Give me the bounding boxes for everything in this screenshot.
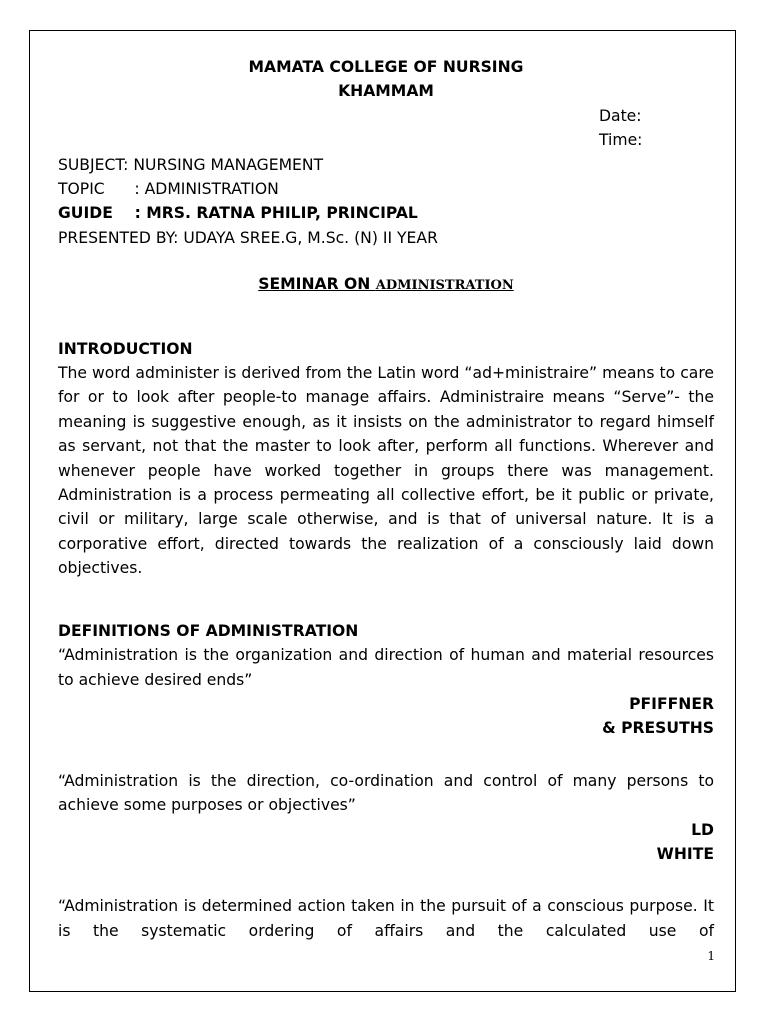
seminar-title-prefix: SEMINAR ON <box>258 275 376 294</box>
presented-by-line: PRESENTED BY: UDAYA SREE.G, M.Sc. (N) II YEAR <box>58 228 438 247</box>
time-label: Time: <box>599 131 643 150</box>
guide-line: GUIDE : MRS. RATNA PHILIP, PRINCIPAL <box>58 204 418 223</box>
introduction-heading: INTRODUCTION <box>58 339 193 358</box>
definition-author-2b: WHITE <box>656 844 714 863</box>
definition-quote-1: “Administration is the organization and direction of human and material resources to achieve desired ends” <box>58 646 714 689</box>
page-number: 1 <box>707 949 715 963</box>
topic-line: TOPIC : ADMINISTRATION <box>58 180 279 199</box>
date-label: Date: <box>599 106 642 125</box>
definition-quote-3: “Administration is determined action taken in the pursuit of a conscious purpose. It is the systematic ordering of affairs and the calculated use of <box>58 897 714 940</box>
subject-line: SUBJECT: NURSING MANAGEMENT <box>58 155 324 174</box>
date-time-block <box>58 104 714 153</box>
document-page <box>29 30 736 992</box>
definition-quote-2: “Administration is the direction, co-ordination and control of many persons to achieve some purposes or objectives” <box>58 771 714 815</box>
college-city: KHAMMAM <box>338 82 434 101</box>
college-name: MAMATA COLLEGE OF NURSING <box>248 58 524 76</box>
introduction-body: The word administer is derived from the Latin word “ad+ministraire” means to care for or to look after people-to manage affairs. Administraire means “Serve”- the meaning is suggestive enough, as it insists on the administrator to regard himself as servant, not that the master to look after, perform all functions. Wherever and whenever people have worked together in groups there was management. Administration is a process permeating all collective effort, be it public or private, civil or military, large scale otherwise, and is that of universal nature. It is a corporative effort, directed towards the realization of a consciously laid down objectives. <box>58 364 714 578</box>
seminar-title <box>58 272 714 298</box>
definition-author-1a: PFIFFNER <box>629 694 714 713</box>
definitions-heading: DEFINITIONS OF ADMINISTRATION <box>58 621 359 640</box>
definition-author-1b: & PRESUTHS <box>602 719 714 738</box>
seminar-title-subject: ADMINISTRATION <box>375 278 514 294</box>
definition-author-2a: LD <box>691 820 714 839</box>
page-content <box>58 55 714 943</box>
